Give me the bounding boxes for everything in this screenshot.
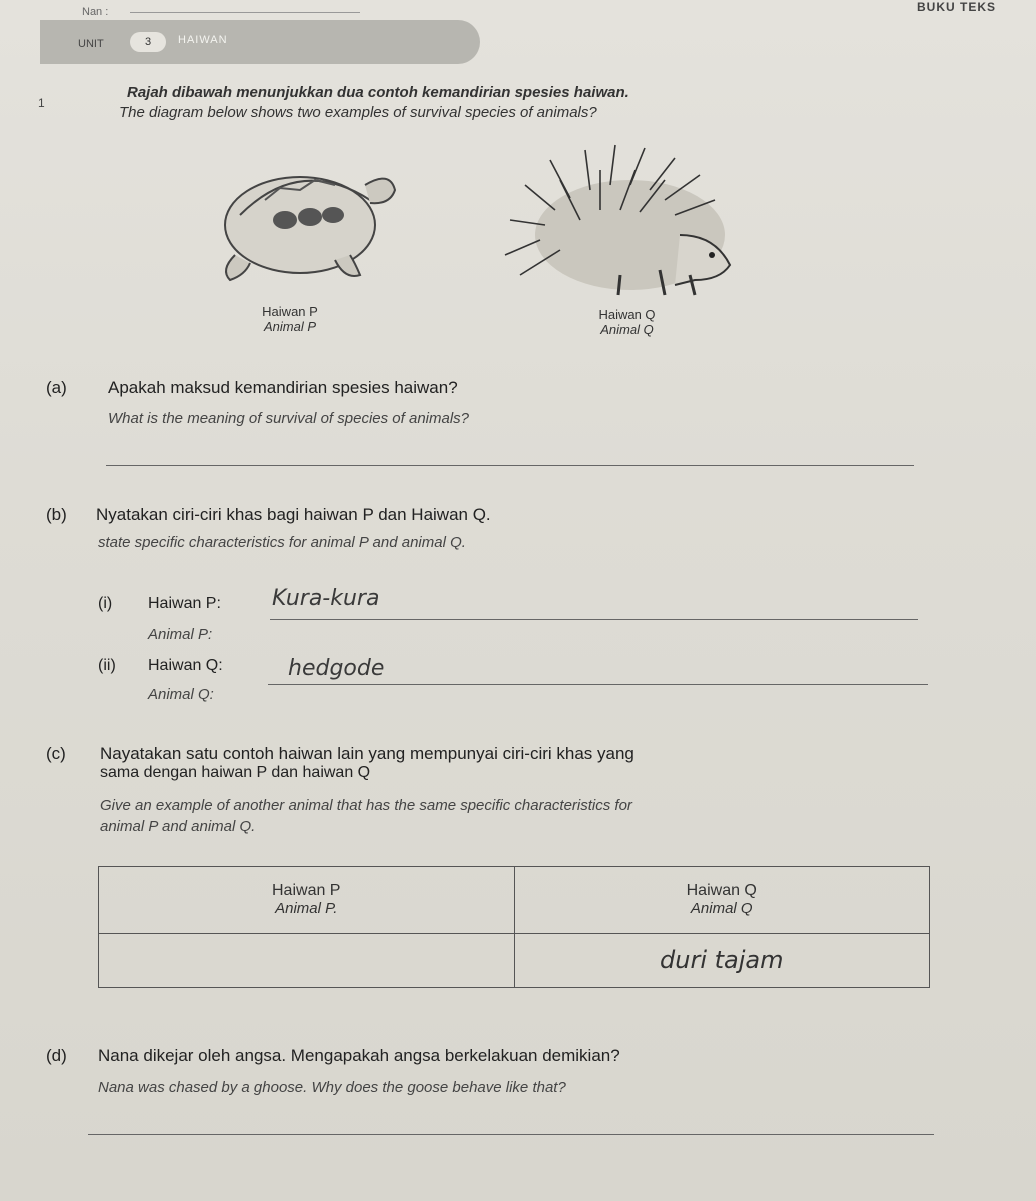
question-b-i-label: (i) xyxy=(98,595,113,612)
question-number: 1 xyxy=(38,96,45,110)
caption-animal-q xyxy=(572,307,682,337)
intro-english: The diagram below shows two examples of survival species of animals? xyxy=(119,104,597,121)
question-d-label: (d) xyxy=(46,1046,67,1065)
turtle-illustration xyxy=(205,145,405,295)
question-d-english: Nana was chased by a ghoose. Why does the goose behave like that? xyxy=(98,1079,566,1096)
question-a-label: (a) xyxy=(46,378,67,397)
name-line xyxy=(130,12,360,13)
question-b-ii-label: (ii) xyxy=(98,657,116,674)
caption-p-ms: Haiwan P xyxy=(262,304,318,319)
unit-number: 3 xyxy=(130,32,166,52)
caption-q-en: Animal Q xyxy=(600,322,654,337)
table-header-p-en: Animal P. xyxy=(275,900,338,918)
caption-q-ms: Haiwan Q xyxy=(598,307,656,322)
question-b-ii-malay: Haiwan Q: xyxy=(148,657,223,674)
question-c-english-line2: animal P and animal Q. xyxy=(100,818,256,835)
caption-p-en: Animal P xyxy=(263,319,317,334)
answer-line-d[interactable] xyxy=(88,1134,934,1135)
question-b-i-english: Animal P: xyxy=(148,626,213,643)
table-answer-q[interactable]: duri tajam xyxy=(514,933,930,987)
question-b-malay: Nyatakan ciri-ciri khas bagi haiwan P dan Haiwan Q. xyxy=(96,505,491,524)
answer-table-c xyxy=(98,866,930,988)
book-label: BUKU TEKS xyxy=(916,0,996,14)
answer-line-a[interactable] xyxy=(106,465,914,466)
question-c-label: (c) xyxy=(46,744,66,763)
table-header-q-en: Animal Q xyxy=(690,900,753,918)
caption-animal-p xyxy=(235,304,345,334)
table-header-p xyxy=(99,867,515,934)
answer-b-i[interactable]: Kura-kura xyxy=(272,586,380,611)
intro-malay: Rajah dibawah menunjukkan dua contoh kemandirian spesies haiwan. xyxy=(127,84,629,101)
unit-banner xyxy=(40,20,480,64)
answer-line-b-i xyxy=(270,619,918,620)
question-a-malay: Apakah maksud kemandirian spesies haiwan? xyxy=(108,378,458,397)
question-b-english: state specific characteristics for animal P and animal Q. xyxy=(98,534,466,551)
question-d-malay: Nana dikejar oleh angsa. Mengapakah angsa berkelakuan demikian? xyxy=(98,1046,620,1065)
question-b-ii-english: Animal Q: xyxy=(148,686,214,703)
name-label: Nan : xyxy=(82,6,109,18)
question-b-i-malay: Haiwan P: xyxy=(148,595,221,612)
question-c-english-line1: Give an example of another animal that has the same specific characteristics for xyxy=(100,797,632,814)
question-c-malay-line1: Nayatakan satu contoh haiwan lain yang mempunyai ciri-ciri khas yang xyxy=(100,744,634,763)
unit-label: UNIT xyxy=(78,38,104,50)
table-header-p-ms: Haiwan P xyxy=(272,882,341,900)
table-answer-p[interactable] xyxy=(99,933,515,987)
unit-title: HAIWAN xyxy=(178,34,228,46)
answer-line-b-ii xyxy=(268,684,928,685)
question-c-malay-line2: sama dengan haiwan P dan haiwan Q xyxy=(100,764,371,781)
table-header-q xyxy=(514,867,930,934)
porcupine-illustration xyxy=(500,140,740,300)
question-a-english: What is the meaning of survival of species of animals? xyxy=(108,410,470,427)
question-b-label: (b) xyxy=(46,505,67,524)
table-header-q-ms: Haiwan Q xyxy=(686,882,757,900)
answer-b-ii[interactable]: hedgode xyxy=(288,656,385,681)
